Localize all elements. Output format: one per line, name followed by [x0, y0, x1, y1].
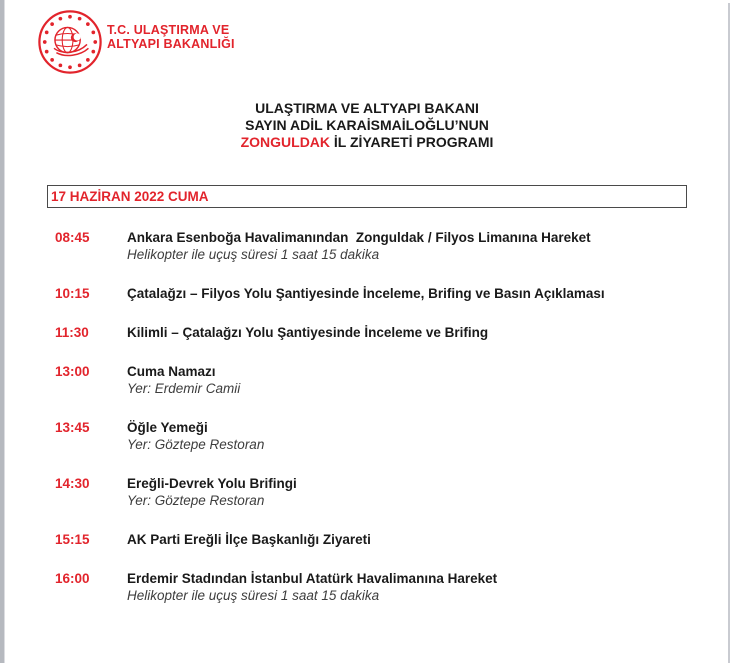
schedule-time: 16:00: [55, 571, 90, 586]
schedule-item: [55, 570, 693, 604]
logo-text-line1: T.C. ULAŞTIRMA VE: [107, 23, 230, 37]
schedule-item-title: Cuma Namazı: [127, 364, 216, 379]
schedule-item: [55, 324, 693, 341]
ministry-logo-text: [107, 24, 235, 51]
schedule-description: [127, 531, 693, 548]
schedule-time: 11:30: [55, 325, 89, 340]
date-header-label: 17 HAZİRAN 2022 CUMA: [51, 189, 209, 204]
schedule-item: [55, 531, 693, 548]
schedule-time: 14:30: [55, 476, 90, 491]
program-title: [47, 100, 687, 151]
schedule-list: [55, 229, 693, 626]
schedule-item: [55, 229, 693, 263]
schedule-description: [127, 285, 693, 302]
schedule-time: 15:15: [55, 532, 90, 547]
program-title-line2: SAYIN ADİL KARAİSMAİLOĞLU’NUN: [245, 117, 489, 133]
page-edge-left: [0, 0, 5, 663]
date-header-box: [47, 185, 687, 208]
logo-text-line2: ALTYAPI BAKANLIĞI: [107, 36, 235, 51]
program-title-line3: [47, 134, 687, 151]
schedule-item-note: Yer: Göztepe Restoran: [127, 493, 265, 508]
page-edge-right: [728, 3, 730, 663]
schedule-item-title: Öğle Yemeği: [127, 420, 208, 435]
schedule-item-title: AK Parti Ereğli İlçe Başkanlığı Ziyareti: [127, 532, 371, 547]
schedule-item-note: Yer: Erdemir Camii: [127, 381, 241, 396]
schedule-item-title: Çatalağzı – Filyos Yolu Şantiyesinde İnceleme, Brifing ve Basın Açıklaması: [127, 286, 605, 301]
schedule-item-title: Kilimli – Çatalağzı Yolu Şantiyesinde İnceleme ve Brifing: [127, 325, 489, 340]
schedule-description: [127, 475, 693, 509]
program-title-line1: ULAŞTIRMA VE ALTYAPI BAKANI: [255, 100, 479, 116]
ministry-logo-icon: [36, 8, 104, 76]
schedule-time: 13:00: [55, 364, 90, 379]
schedule-item-note: Helikopter ile uçuş süresi 1 saat 15 dakika: [127, 588, 380, 603]
schedule-item: [55, 285, 693, 302]
schedule-description: [127, 363, 693, 397]
program-title-line3-rest: İL ZİYARETİ PROGRAMI: [330, 134, 494, 150]
schedule-description: [127, 229, 693, 263]
schedule-item-note: Yer: Göztepe Restoran: [127, 437, 265, 452]
schedule-time: 13:45: [55, 420, 90, 435]
schedule-item-title: Ankara Esenboğa Havalimanından Zonguldak / Filyos Limanına Hareket: [127, 230, 591, 245]
schedule-description: [127, 324, 693, 341]
schedule-item: [55, 419, 693, 453]
program-title-city: ZONGULDAK: [240, 134, 331, 150]
schedule-description: [127, 419, 693, 453]
schedule-item-title: Ereğli-Devrek Yolu Brifingi: [127, 476, 297, 491]
schedule-item: [55, 363, 693, 397]
schedule-item: [55, 475, 693, 509]
schedule-time: 10:15: [55, 286, 90, 301]
schedule-item-title: Erdemir Stadından İstanbul Atatürk Havalimanına Hareket: [127, 571, 498, 586]
schedule-description: [127, 570, 693, 604]
schedule-item-note: Helikopter ile uçuş süresi 1 saat 15 dakika: [127, 247, 380, 262]
schedule-time: 08:45: [55, 230, 90, 245]
